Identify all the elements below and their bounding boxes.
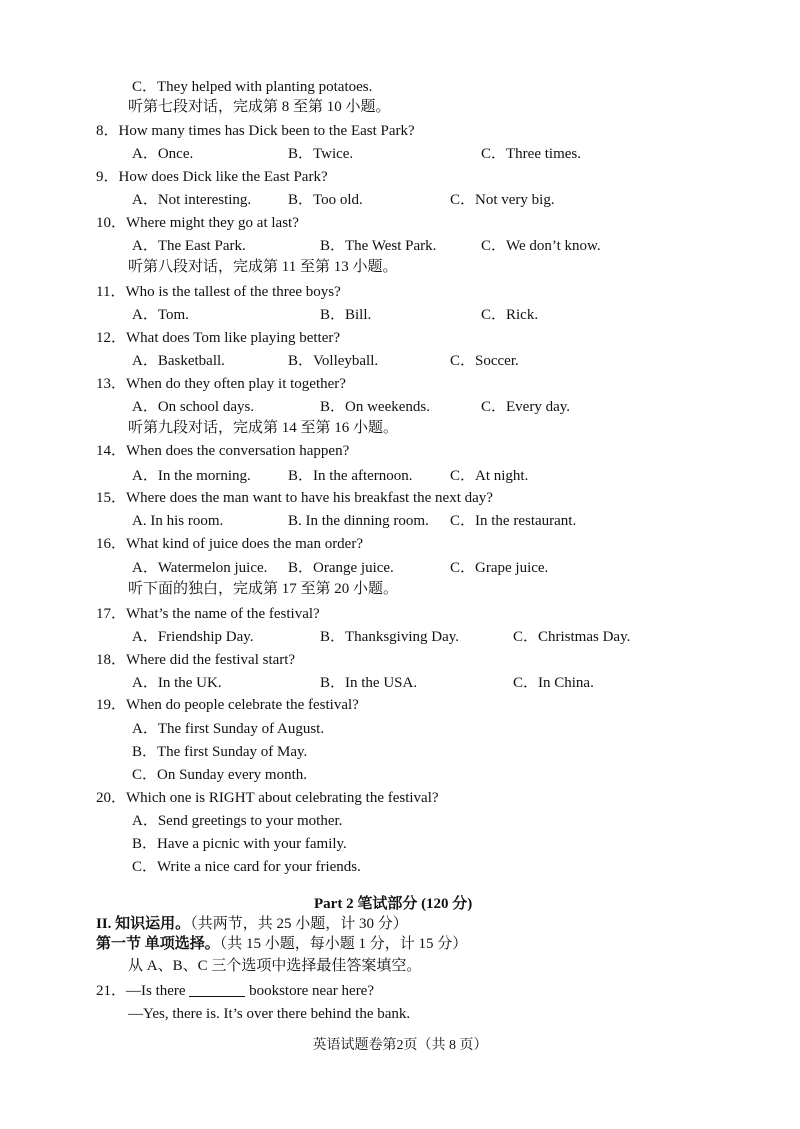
question-16: 16．What kind of juice does the man order? <box>96 536 363 552</box>
q21-prompt-end: bookstore near here? <box>249 983 374 999</box>
q7-option-c: C．They helped with planting potatoes. <box>132 79 373 95</box>
answer-blank <box>189 982 245 997</box>
question-9: 9．How does Dick like the East Park? <box>96 169 328 185</box>
question-12: 12．What does Tom like playing better? <box>96 330 341 346</box>
q14-option-a: A．In the morning. <box>132 468 251 484</box>
q19-option-b: B．The first Sunday of May. <box>132 744 308 760</box>
q11-option-a: A．Tom. <box>132 307 189 323</box>
section2-note: （共两节，共 25 小题，计 30 分） <box>190 916 408 932</box>
instruction-text: 从 A、B、C 三个选项中选择最佳答案填空。 <box>128 958 422 974</box>
q17-option-b: B．Thanksgiving Day. <box>320 629 460 645</box>
question-18: 18．Where did the festival start? <box>96 652 296 668</box>
q13-option-c: C．Every day. <box>481 399 571 415</box>
q8-option-c: C．Three times. <box>481 146 581 162</box>
q13-option-a: A．On school days. <box>132 399 255 415</box>
q15-option-b: B. In the dinning room. <box>288 513 429 529</box>
page-footer: 英语试题卷第2页（共 8 页） <box>312 1038 488 1053</box>
q12-option-a: A．Basketball. <box>132 353 225 369</box>
section2-label: II. 知识运用。 <box>96 916 191 932</box>
section2-heading <box>96 915 408 933</box>
q20-option-b: B．Have a picnic with your family. <box>132 836 347 852</box>
q12-option-c: C．Soccer. <box>450 353 519 369</box>
q16-option-a: A．Watermelon juice. <box>132 560 268 576</box>
q13-option-b: B．On weekends. <box>320 399 430 415</box>
question-13: 13．When do they often play it together? <box>96 376 346 392</box>
section-instruction: 听第九段对话，完成第 14 至第 16 小题。 <box>128 420 399 436</box>
subsection1-note: （共 15 小题，每小题 1 分，计 15 分） <box>219 936 468 952</box>
q14-option-b: B．In the afternoon. <box>288 468 413 484</box>
q18-option-a: A．In the UK. <box>132 675 222 691</box>
part2-title: Part 2 笔试部分 (120 分) <box>314 896 473 912</box>
section-instruction: 听下面的独白，完成第 17 至第 20 小题。 <box>128 581 399 597</box>
q9-option-c: C．Not very big. <box>450 192 555 208</box>
q17-option-a: A．Friendship Day. <box>132 629 254 645</box>
subsection1-heading <box>96 935 467 953</box>
question-19: 19．When do people celebrate the festival? <box>96 697 359 713</box>
q8-option-a: A．Once. <box>132 146 194 162</box>
q10-option-a: A．The East Park. <box>132 238 246 254</box>
q15-option-c: C．In the restaurant. <box>450 513 577 529</box>
q14-option-c: C．At night. <box>450 468 529 484</box>
question-14: 14．When does the conversation happen? <box>96 443 350 459</box>
q20-option-a: A．Send greetings to your mother. <box>132 813 343 829</box>
q10-option-b: B．The West Park. <box>320 238 437 254</box>
q19-option-a: A．The first Sunday of August. <box>132 721 325 737</box>
q21-answer: —Yes, there is. It’s over there behind the bank. <box>128 1006 411 1022</box>
q12-option-b: B．Volleyball. <box>288 353 379 369</box>
q21-prompt: 21．—Is there <box>96 983 186 999</box>
question-21 <box>96 982 374 1000</box>
q18-option-b: B．In the USA. <box>320 675 418 691</box>
question-10: 10．Where might they go at last? <box>96 215 299 231</box>
q16-option-b: B．Orange juice. <box>288 560 394 576</box>
q19-option-c: C．On Sunday every month. <box>132 767 307 783</box>
question-20: 20．Which one is RIGHT about celebrating the festival? <box>96 790 439 806</box>
question-17: 17．What’s the name of the festival? <box>96 606 320 622</box>
q15-option-a: A. In his room. <box>132 513 224 529</box>
q9-option-a: A．Not interesting. <box>132 192 252 208</box>
subsection1-label: 第一节 单项选择。 <box>96 936 220 952</box>
section-instruction: 听第七段对话，完成第 8 至第 10 小题。 <box>128 99 391 115</box>
q10-option-c: C．We don’t know. <box>481 238 601 254</box>
q11-option-c: C．Rick. <box>481 307 539 323</box>
q17-option-c: C．Christmas Day. <box>513 629 631 645</box>
question-15: 15．Where does the man want to have his breakfast the next day? <box>96 490 493 506</box>
question-8: 8．How many times has Dick been to the East Park? <box>96 123 415 139</box>
q16-option-c: C．Grape juice. <box>450 560 549 576</box>
section-instruction: 听第八段对话，完成第 11 至第 13 小题。 <box>128 259 398 275</box>
question-11: 11．Who is the tallest of the three boys? <box>96 284 341 300</box>
q9-option-b: B．Too old. <box>288 192 363 208</box>
q8-option-b: B．Twice. <box>288 146 354 162</box>
q20-option-c: C．Write a nice card for your friends. <box>132 859 361 875</box>
q11-option-b: B．Bill. <box>320 307 372 323</box>
q18-option-c: C．In China. <box>513 675 594 691</box>
